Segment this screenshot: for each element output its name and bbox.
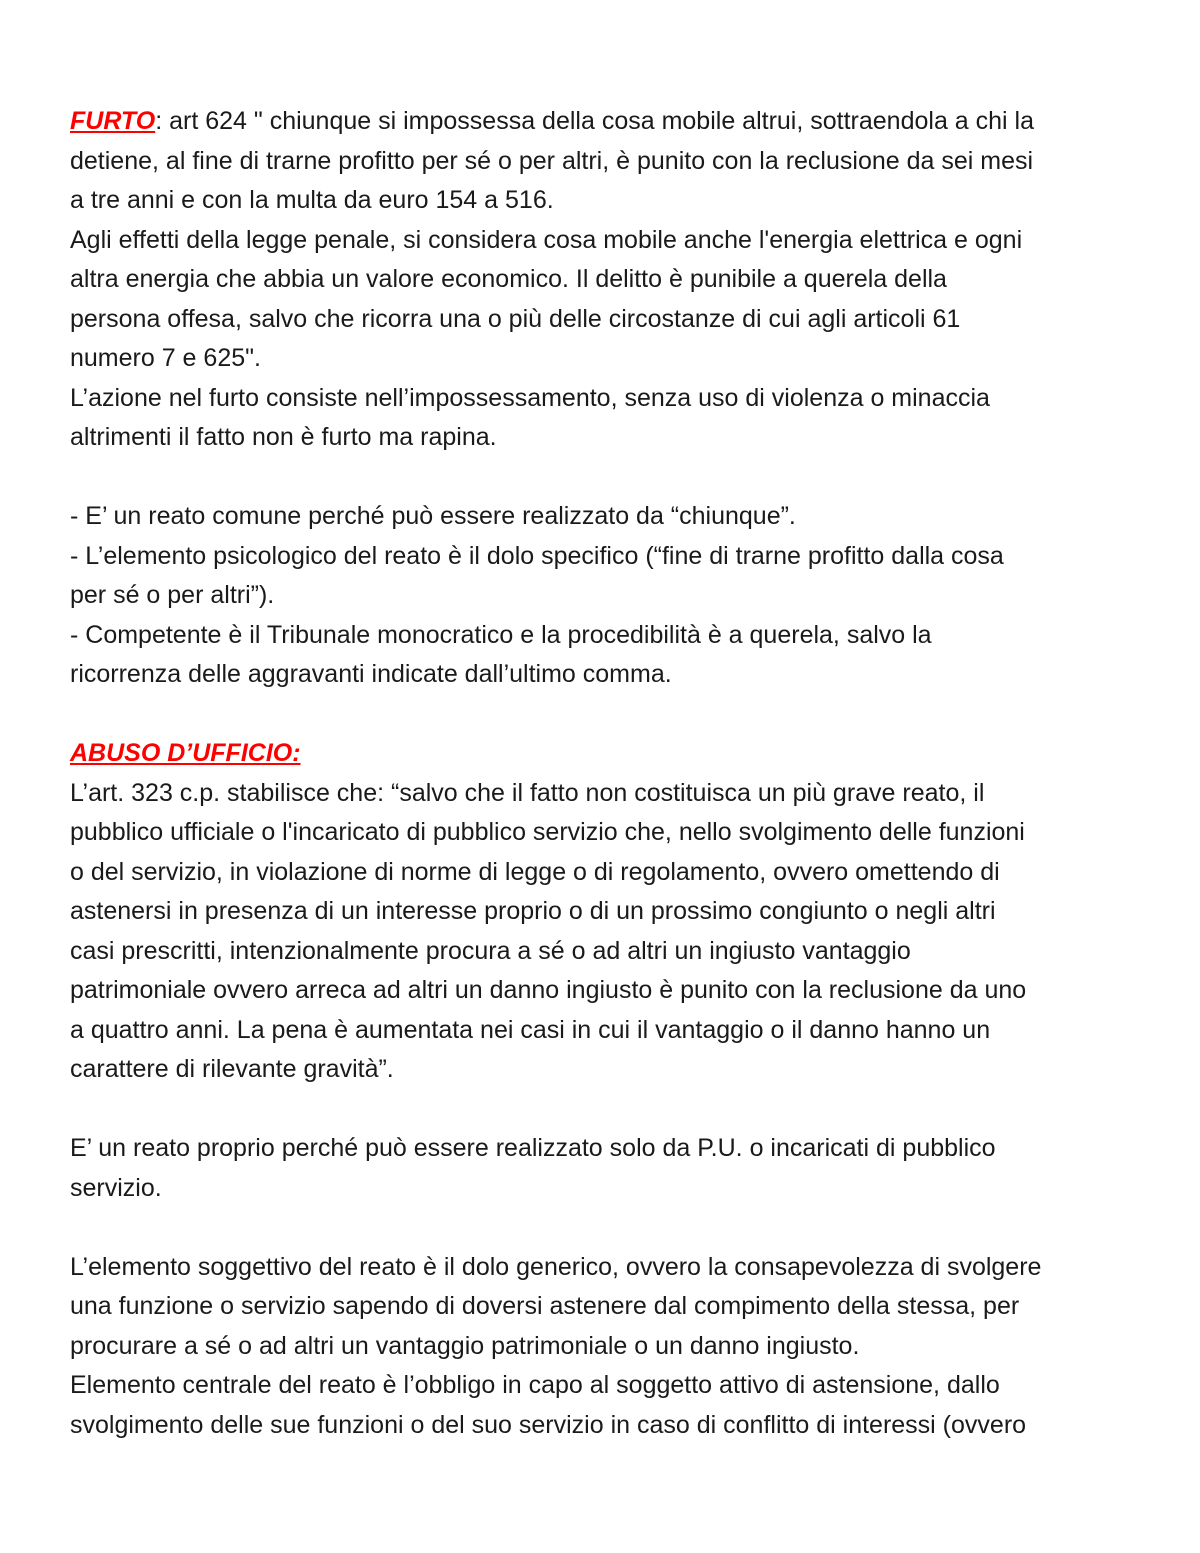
abuso-para3-line: svolgimento delle sue funzioni o del suo servizio in caso di conflitto di interessi (ovvero [70, 1410, 1027, 1439]
abuso-heading-line [70, 734, 1145, 774]
furto-heading: FURTO [70, 107, 156, 135]
furto-line: detiene, al fine di trarne profitto per sé o per altri, è punito con la reclusione da sei mesi [70, 146, 1034, 175]
abuso-line: patrimoniale ovvero arreca ad altri un danno ingiusto è punito con la reclusione da uno [70, 976, 1027, 1004]
abuso-line: a quattro anni. La pena è aumentata nei casi in cui il vantaggio o il danno hanno un [70, 1015, 991, 1044]
paragraph-gap [70, 1208, 1145, 1248]
abuso-heading: ABUSO D’UFFICIO: [70, 739, 301, 767]
furto-line: L’azione nel furto consiste nell’impossessamento, senza uso di violenza o minaccia [70, 383, 990, 412]
furto-bullet: ricorrenza delle aggravanti indicate dall’ultimo comma. [70, 660, 672, 688]
abuso-para2-line: E’ un reato proprio perché può essere realizzato solo da P.U. o incaricati di pubblico [70, 1134, 996, 1162]
furto-first-line-text: : art 624 " chiunque si impossessa della cosa mobile altrui, sottraendola a chi la [155, 107, 1034, 135]
paragraph-gap [70, 1090, 1145, 1130]
abuso-para3-line: procurare a sé o ad altri un vantaggio patrimoniale o un danno ingiusto. [70, 1331, 860, 1360]
furto-line: altra energia che abbia un valore economico. Il delitto è punibile a querela della [70, 265, 947, 293]
abuso-para3-line: L’elemento soggettivo del reato è il dolo generico, ovvero la consapevolezza di svolgere [70, 1252, 1042, 1281]
abuso-line: o del servizio, in violazione di norme di legge o di regolamento, ovvero omettendo di [70, 857, 1000, 886]
abuso-line: pubblico ufficiale o l'incaricato di pubblico servizio che, nello svolgimento delle funzioni [70, 818, 1025, 846]
abuso-line: astenersi in presenza di un interesse proprio o di un prossimo congiunto o negli altri [70, 897, 996, 925]
abuso-line: casi prescritti, intenzionalmente procura a sé o ad altri un ingiusto vantaggio [70, 936, 911, 965]
furto-first-line [70, 102, 1145, 142]
document-page [70, 102, 1145, 1445]
furto-line: Agli effetti della legge penale, si considera cosa mobile anche l'energia elettrica e ogni [70, 225, 1023, 254]
furto-line: numero 7 e 625". [70, 344, 261, 372]
abuso-para3-line: Elemento centrale del reato è l’obbligo in capo al soggetto attivo di astensione, dallo [70, 1371, 1000, 1399]
furto-bullet: per sé o per altri”). [70, 581, 275, 609]
abuso-line: L’art. 323 c.p. stabilisce che: “salvo che il fatto non costituisca un più grave reato, il [70, 778, 985, 807]
furto-line: persona offesa, salvo che ricorra una o più delle circostanze di cui agli articoli 61 [70, 304, 961, 333]
abuso-para3-line: una funzione o servizio sapendo di doversi astenere dal compimento della stessa, per [70, 1292, 1020, 1320]
furto-bullet: - L’elemento psicologico del reato è il dolo specifico (“fine di trarne profitto dalla cosa [70, 541, 1004, 570]
furto-line: a tre anni e con la multa da euro 154 a 516. [70, 186, 554, 214]
abuso-line: carattere di rilevante gravità”. [70, 1055, 394, 1083]
abuso-para2-line: servizio. [70, 1173, 162, 1202]
paragraph-gap [70, 695, 1145, 735]
furto-line: altrimenti il fatto non è furto ma rapina. [70, 423, 497, 451]
paragraph-gap [70, 458, 1145, 498]
furto-bullet: - E’ un reato comune perché può essere realizzato da “chiunque”. [70, 502, 796, 530]
furto-bullet: - Competente è il Tribunale monocratico e la procedibilità è a querela, salvo la [70, 620, 932, 649]
